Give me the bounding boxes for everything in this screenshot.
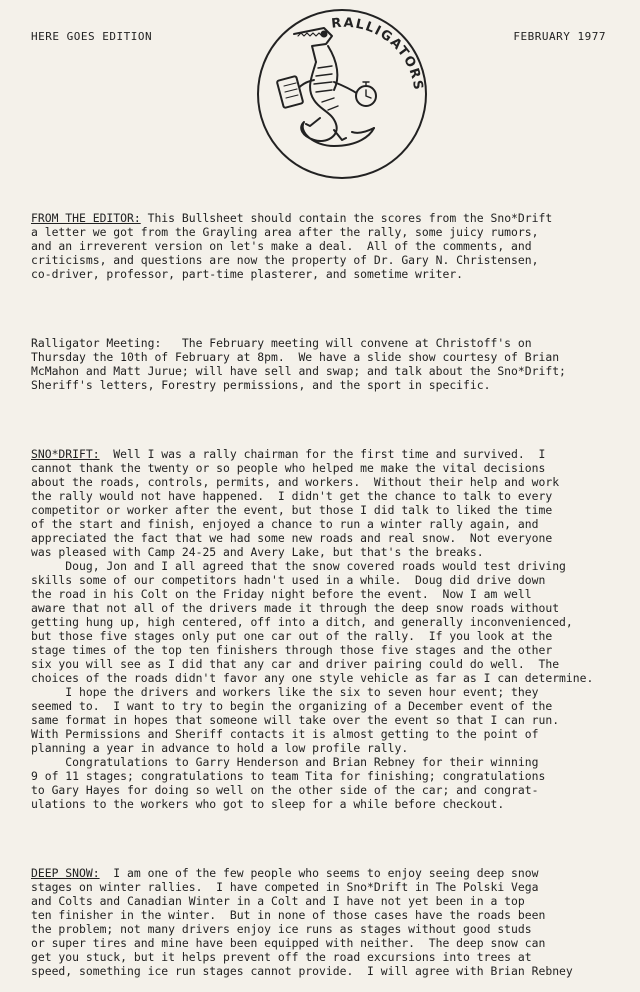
deepsnow-heading: DEEP SNOW:: [31, 866, 100, 880]
snodrift-line: the road in his Colt on the Friday night before the event. Now I am well: [31, 587, 532, 601]
deepsnow-line: ten finisher in the winter. But in none of those cases have the roads been: [31, 908, 546, 922]
deepsnow-line: I am one of the few people who seems to enjoy seeing deep snow: [99, 866, 539, 880]
meeting-line: Ralligator Meeting: The February meeting will convene at Christoff's on: [31, 336, 532, 350]
deepsnow-line: and Colts and Canadian Winter in a Colt and I have not yet been in a top: [31, 894, 525, 908]
snodrift-line: about the roads, controls, permits, and workers. Without their help and work: [31, 475, 560, 489]
snodrift-line: skills some of our competitors hadn't used in a while. Doug did drive down: [31, 573, 546, 587]
meeting-section: [31, 336, 631, 392]
editor-heading: FROM THE EDITOR:: [31, 211, 141, 225]
snodrift-line: aware that not all of the drivers made it through the deep snow roads without: [31, 601, 560, 615]
editor-line: and an irreverent version on let's make a deal. All of the comments, and: [31, 239, 532, 253]
snodrift-line: I hope the drivers and workers like the six to seven hour event; they: [31, 685, 539, 699]
snodrift-line: planning a year in advance to hold a low profile rally.: [31, 741, 409, 755]
logo-text: RALLIGATORS: [330, 15, 426, 93]
date-label: FEBRUARY 1977: [513, 30, 606, 43]
snodrift-line: seemed to. I want to try to begin the organizing of a December event of the: [31, 699, 553, 713]
editor-line: This Bullsheet should contain the scores from the Sno*Drift: [140, 211, 553, 225]
meeting-line: Sheriff's letters, Forestry permissions, and the sport in specific.: [31, 378, 491, 392]
snodrift-line: choices of the roads didn't favor any one style vehicle as far as I can determine.: [31, 671, 594, 685]
svg-text:RALLIGATORS: [331, 16, 426, 93]
editor-line: criticisms, and questions are now the property of Dr. Gary N. Christensen,: [31, 253, 539, 267]
ralligators-logo: [254, 6, 430, 182]
editor-line: co-driver, professor, part-time plasterer, and sometime writer.: [31, 267, 464, 281]
snodrift-line: Well I was a rally chairman for the first time and survived. I: [99, 447, 546, 461]
snodrift-line: of the start and finish, enjoyed a chance to run a winter rally again, and: [31, 517, 539, 531]
editor-section: [31, 211, 631, 281]
deepsnow-line: or super tires and mine have been equipped with neither. The deep snow can: [31, 936, 546, 950]
meeting-line: Thursday the 10th of February at 8pm. We have a slide show courtesy of Brian: [31, 350, 560, 364]
snodrift-line: 9 of 11 stages; congratulations to team Tita for finishing; congratulations: [31, 769, 546, 783]
deepsnow-line: stages on winter rallies. I have competed in Sno*Drift in The Polski Vega: [31, 880, 539, 894]
deepsnow-line: get you stuck, but it helps prevent off the road excursions into trees at: [31, 950, 532, 964]
snodrift-section: [31, 447, 631, 811]
snodrift-line: cannot thank the twenty or so people who helped me make the vital decisions: [31, 461, 546, 475]
snodrift-line: same format in hopes that someone will take over the event so that I can run.: [31, 713, 560, 727]
snodrift-line: stage times of the top ten finishers through those five stages and the other: [31, 643, 553, 657]
snodrift-line: competitor or worker after the event, but those I did talk to liked the time: [31, 503, 553, 517]
snodrift-line: ulations to the workers who got to sleep for a while before checkout.: [31, 797, 505, 811]
snodrift-line: With Permissions and Sheriff contacts it is almost getting to the point of: [31, 727, 539, 741]
snodrift-line: to Gary Hayes for doing so well on the other side of the car; and congrat-: [31, 783, 539, 797]
meeting-line: McMahon and Matt Jurue; will have sell and swap; and talk about the Sno*Drift;: [31, 364, 566, 378]
snodrift-line: was pleased with Camp 24-25 and Avery Lake, but that's the breaks.: [31, 545, 484, 559]
snodrift-line: but those five stages only put one car out of the rally. If you look at the: [31, 629, 553, 643]
deepsnow-line: speed, something ice run stages cannot provide. I will agree with Brian Rebney: [31, 964, 573, 978]
snodrift-line: getting hung up, high centered, off into a ditch, and generally inconvenienced,: [31, 615, 573, 629]
snodrift-line: the rally would not have happened. I didn't get the chance to talk to every: [31, 489, 553, 503]
snodrift-line: appreciated the fact that we had some new roads and real snow. Not everyone: [31, 531, 553, 545]
deepsnow-line: the problem; not many drivers enjoy ice runs as stages without good studs: [31, 922, 532, 936]
snodrift-heading: SNO*DRIFT:: [31, 447, 100, 461]
snodrift-line: Congratulations to Garry Henderson and Brian Rebney for their winning: [31, 755, 539, 769]
alligator-icon: [277, 28, 376, 146]
edition-label: HERE GOES EDITION: [31, 30, 153, 43]
editor-line: a letter we got from the Grayling area after the rally, some juicy rumors,: [31, 225, 539, 239]
deepsnow-section: [31, 866, 631, 978]
snodrift-line: six you will see as I did that any car and driver pairing could do well. The: [31, 657, 560, 671]
snodrift-line: Doug, Jon and I all agreed that the snow covered roads would test driving: [31, 559, 566, 573]
newsletter-body: [31, 183, 631, 992]
